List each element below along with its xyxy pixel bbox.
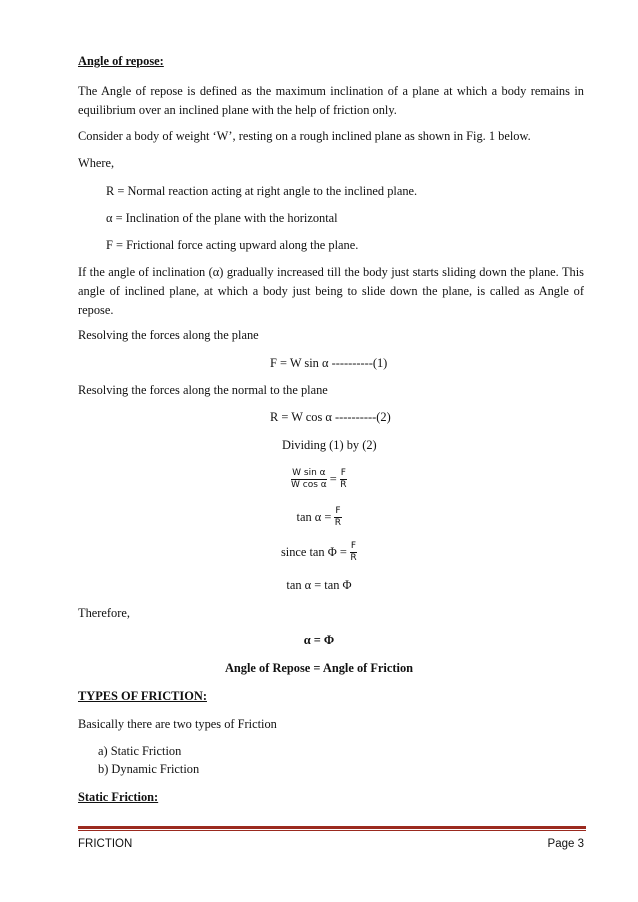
- basically-text: Basically there are two types of Friction: [78, 717, 277, 731]
- since-tan-phi-equation: [0, 537, 638, 567]
- fraction-f-r-2: [334, 506, 341, 529]
- heading-static-friction: Static Friction:: [78, 790, 159, 804]
- tan-alpha-label: tan α =: [296, 509, 332, 524]
- heading-angle-of-repose: Angle of repose:: [78, 54, 164, 68]
- footer-page-number: Page 3: [547, 838, 584, 850]
- list-item-dynamic: b) Dynamic Friction: [98, 762, 200, 776]
- paragraph-definition: The Angle of repose is defined as the maximum inclination of a plane at which a body remains in equilibrium over an inclined plane with the help of friction only.: [78, 84, 584, 117]
- where-label: Where,: [78, 156, 115, 170]
- fraction-f-r: [340, 468, 347, 491]
- numerator-wsin: W sin α: [292, 467, 326, 478]
- denominator-r-2: R: [334, 517, 342, 528]
- fraction-f-r-3: [350, 541, 357, 564]
- definition-f: F = Frictional force acting upward along the plane.: [106, 238, 359, 252]
- fraction-wsin-wcos: [291, 468, 327, 491]
- footer-title: FRICTION: [78, 838, 133, 850]
- alpha-equals-phi: α = Φ: [303, 633, 335, 647]
- since-tan-phi-label: since tan Φ =: [280, 544, 347, 559]
- equation-2: R = W cos α ----------(2): [270, 410, 391, 424]
- tan-alpha-equation: [0, 502, 638, 532]
- definition-alpha: α = Inclination of the plane with the horizontal: [106, 211, 338, 225]
- definition-r: R = Normal reaction acting at right angle to the inclined plane.: [106, 184, 418, 198]
- numerator-f-3: F: [350, 540, 357, 551]
- numerator-f-2: F: [335, 505, 341, 516]
- paragraph-consider: Consider a body of weight ‘W’, resting on a rough inclined plane as shown in Fig. 1 below.: [78, 129, 531, 143]
- therefore-label: Therefore,: [78, 606, 130, 620]
- dividing-label: Dividing (1) by (2): [282, 438, 377, 452]
- numerator-f: F: [340, 467, 346, 478]
- footer-rule-thick: [78, 826, 586, 829]
- equals-sign: =: [329, 471, 337, 486]
- conclusion-statement: Angle of Repose = Angle of Friction: [224, 661, 414, 675]
- ratio-equation: [0, 464, 638, 494]
- paragraph-angle-of-inclination: If the angle of inclination (α) gradually increased till the body just starts sliding down the plane. This angle of inclined plane, at which a body just being to slide down the plane, is called as Angle of repose.: [78, 265, 584, 317]
- heading-types-of-friction: TYPES OF FRICTION:: [78, 689, 207, 703]
- tan-alpha-equals-tan-phi: tan α = tan Φ: [286, 578, 352, 592]
- denominator-wcos: W cos α: [291, 479, 327, 490]
- equation-1: F = W sin α ----------(1): [270, 356, 388, 370]
- resolving-along-plane: Resolving the forces along the plane: [78, 328, 259, 342]
- resolving-along-normal: Resolving the forces along the normal to the plane: [78, 383, 328, 397]
- list-item-static: a) Static Friction: [98, 744, 182, 758]
- denominator-r: R: [340, 479, 347, 490]
- footer-rule-thin: [78, 830, 586, 831]
- denominator-r-3: R: [350, 552, 357, 563]
